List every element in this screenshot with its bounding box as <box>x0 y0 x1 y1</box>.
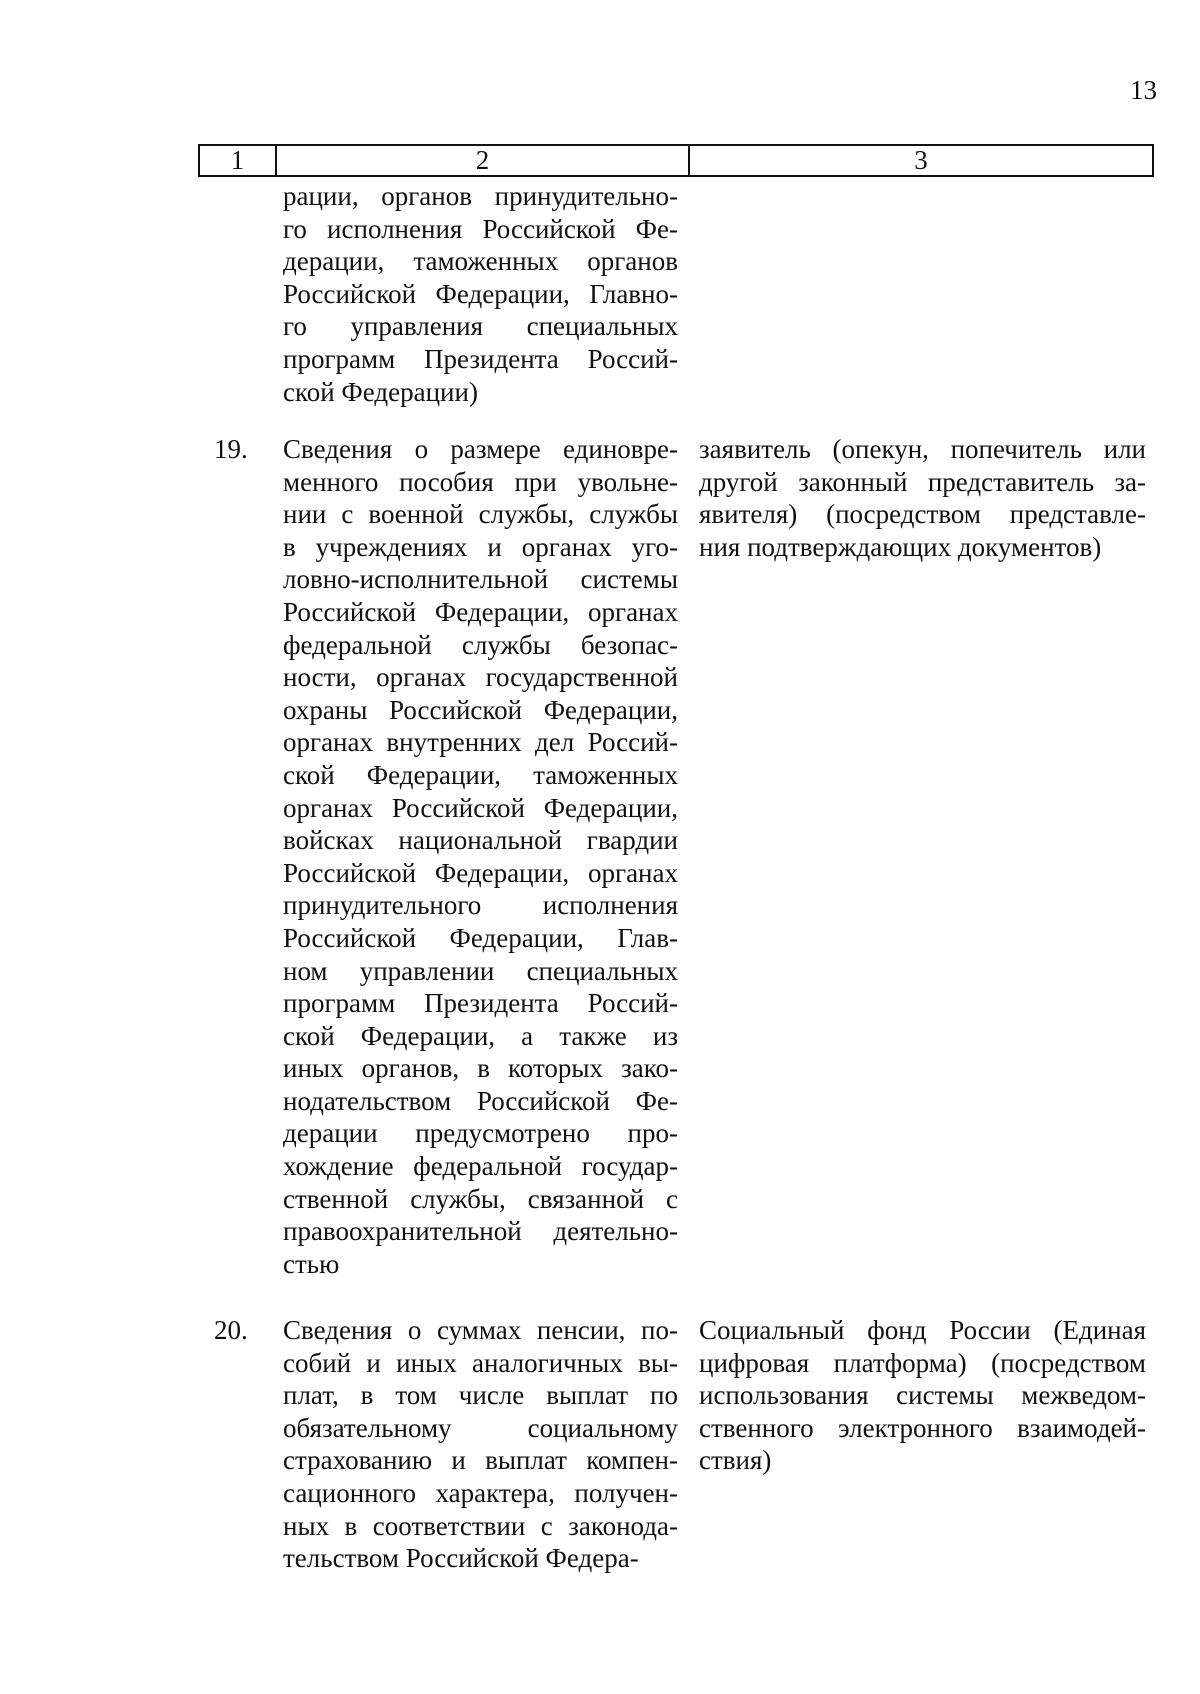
text-line: рации, органов принудительно- <box>283 181 678 211</box>
text-line: обязательному социальному <box>283 1412 678 1443</box>
text-line: ственного электронного взаимодей- <box>699 1412 1146 1443</box>
page-number: 13 <box>1130 75 1157 105</box>
row-description <box>283 1314 678 1575</box>
text-line: го исполнения Российской Фе- <box>283 213 678 244</box>
text-line: Российской Федерации, Глав- <box>283 922 678 953</box>
text-line: другой законный представитель за- <box>699 466 1146 497</box>
text-line: сационного характера, получен- <box>283 1477 678 1508</box>
row-description <box>283 433 678 1280</box>
row-source <box>699 1314 1146 1477</box>
text-line: Российской Федерации, Главно- <box>283 278 678 309</box>
text-line: ловно-исполнительной системы <box>283 564 678 595</box>
text-line: дерации, таможенных органов <box>283 246 678 277</box>
text-line: иных органов, в которых зако- <box>283 1053 678 1084</box>
text-line: органах Российской Федерации, <box>283 792 678 823</box>
text-line: дерации предусмотрено про- <box>283 1118 678 1149</box>
text-line: охраны Российской Федерации, <box>283 694 678 725</box>
text-line: ном управлении специальных <box>283 955 678 986</box>
text-line: тельством Российской Федера- <box>283 1543 639 1574</box>
text-line: ствия) <box>699 1445 772 1476</box>
text-line: войсках национальной гвардии <box>283 825 678 856</box>
text-line: ственной службы, связанной с <box>283 1183 678 1214</box>
text-line: правоохранительной деятельно- <box>283 1216 678 1247</box>
text-line: использования системы межведом- <box>699 1380 1146 1411</box>
text-line: Социальный фонд России (Единая <box>699 1315 1146 1345</box>
text-line: ных в соответствии с законода- <box>283 1510 678 1541</box>
header-col-1: 1 <box>200 146 277 175</box>
text-line: принудительного исполнения <box>283 890 678 921</box>
row-number: 20. <box>214 1315 248 1345</box>
text-line: в учреждениях и органах уго- <box>283 531 678 562</box>
text-line: заявитель (опекун, попечитель или <box>699 434 1146 464</box>
row-source <box>699 433 1146 563</box>
header-col-2: 2 <box>277 146 690 175</box>
text-line: ской Федерации) <box>283 376 478 407</box>
text-line: ской Федерации, а также из <box>283 1020 678 1051</box>
text-line: явителя) (посредством представле- <box>699 499 1146 530</box>
row-number: 19. <box>214 434 248 464</box>
text-line: программ Президента Россий- <box>283 343 678 374</box>
text-line: собий и иных аналогичных вы- <box>283 1347 678 1378</box>
row-description <box>283 180 678 408</box>
text-line: плат, в том числе выплат по <box>283 1380 678 1411</box>
table-header <box>198 144 1154 177</box>
text-line: нии с военной службы, службы <box>283 499 678 530</box>
text-line: ской Федерации, таможенных <box>283 759 678 790</box>
text-line: органах внутренних дел Россий- <box>283 727 678 758</box>
text-line: цифровая платформа) (посредством <box>699 1347 1146 1378</box>
text-line: хождение федеральной государ- <box>283 1151 678 1182</box>
text-line: стью <box>283 1248 340 1279</box>
text-line: программ Президента Россий- <box>283 988 678 1019</box>
text-line: Сведения о суммах пенсии, по- <box>283 1315 678 1345</box>
header-col-3: 3 <box>914 145 928 175</box>
text-line: Российской Федерации, органах <box>283 596 678 627</box>
text-line: ния подтверждающих документов) <box>699 531 1102 562</box>
text-line: нодательством Российской Фе- <box>283 1085 678 1116</box>
text-line: менного пособия при увольне- <box>283 466 678 497</box>
text-line: ности, органах государственной <box>283 662 678 693</box>
text-line: федеральной службы безопас- <box>283 629 678 660</box>
text-line: го управления специальных <box>283 311 678 342</box>
text-line: Сведения о размере единовре- <box>283 434 678 464</box>
text-line: страхованию и выплат компен- <box>283 1445 678 1476</box>
text-line: Российской Федерации, органах <box>283 857 678 888</box>
